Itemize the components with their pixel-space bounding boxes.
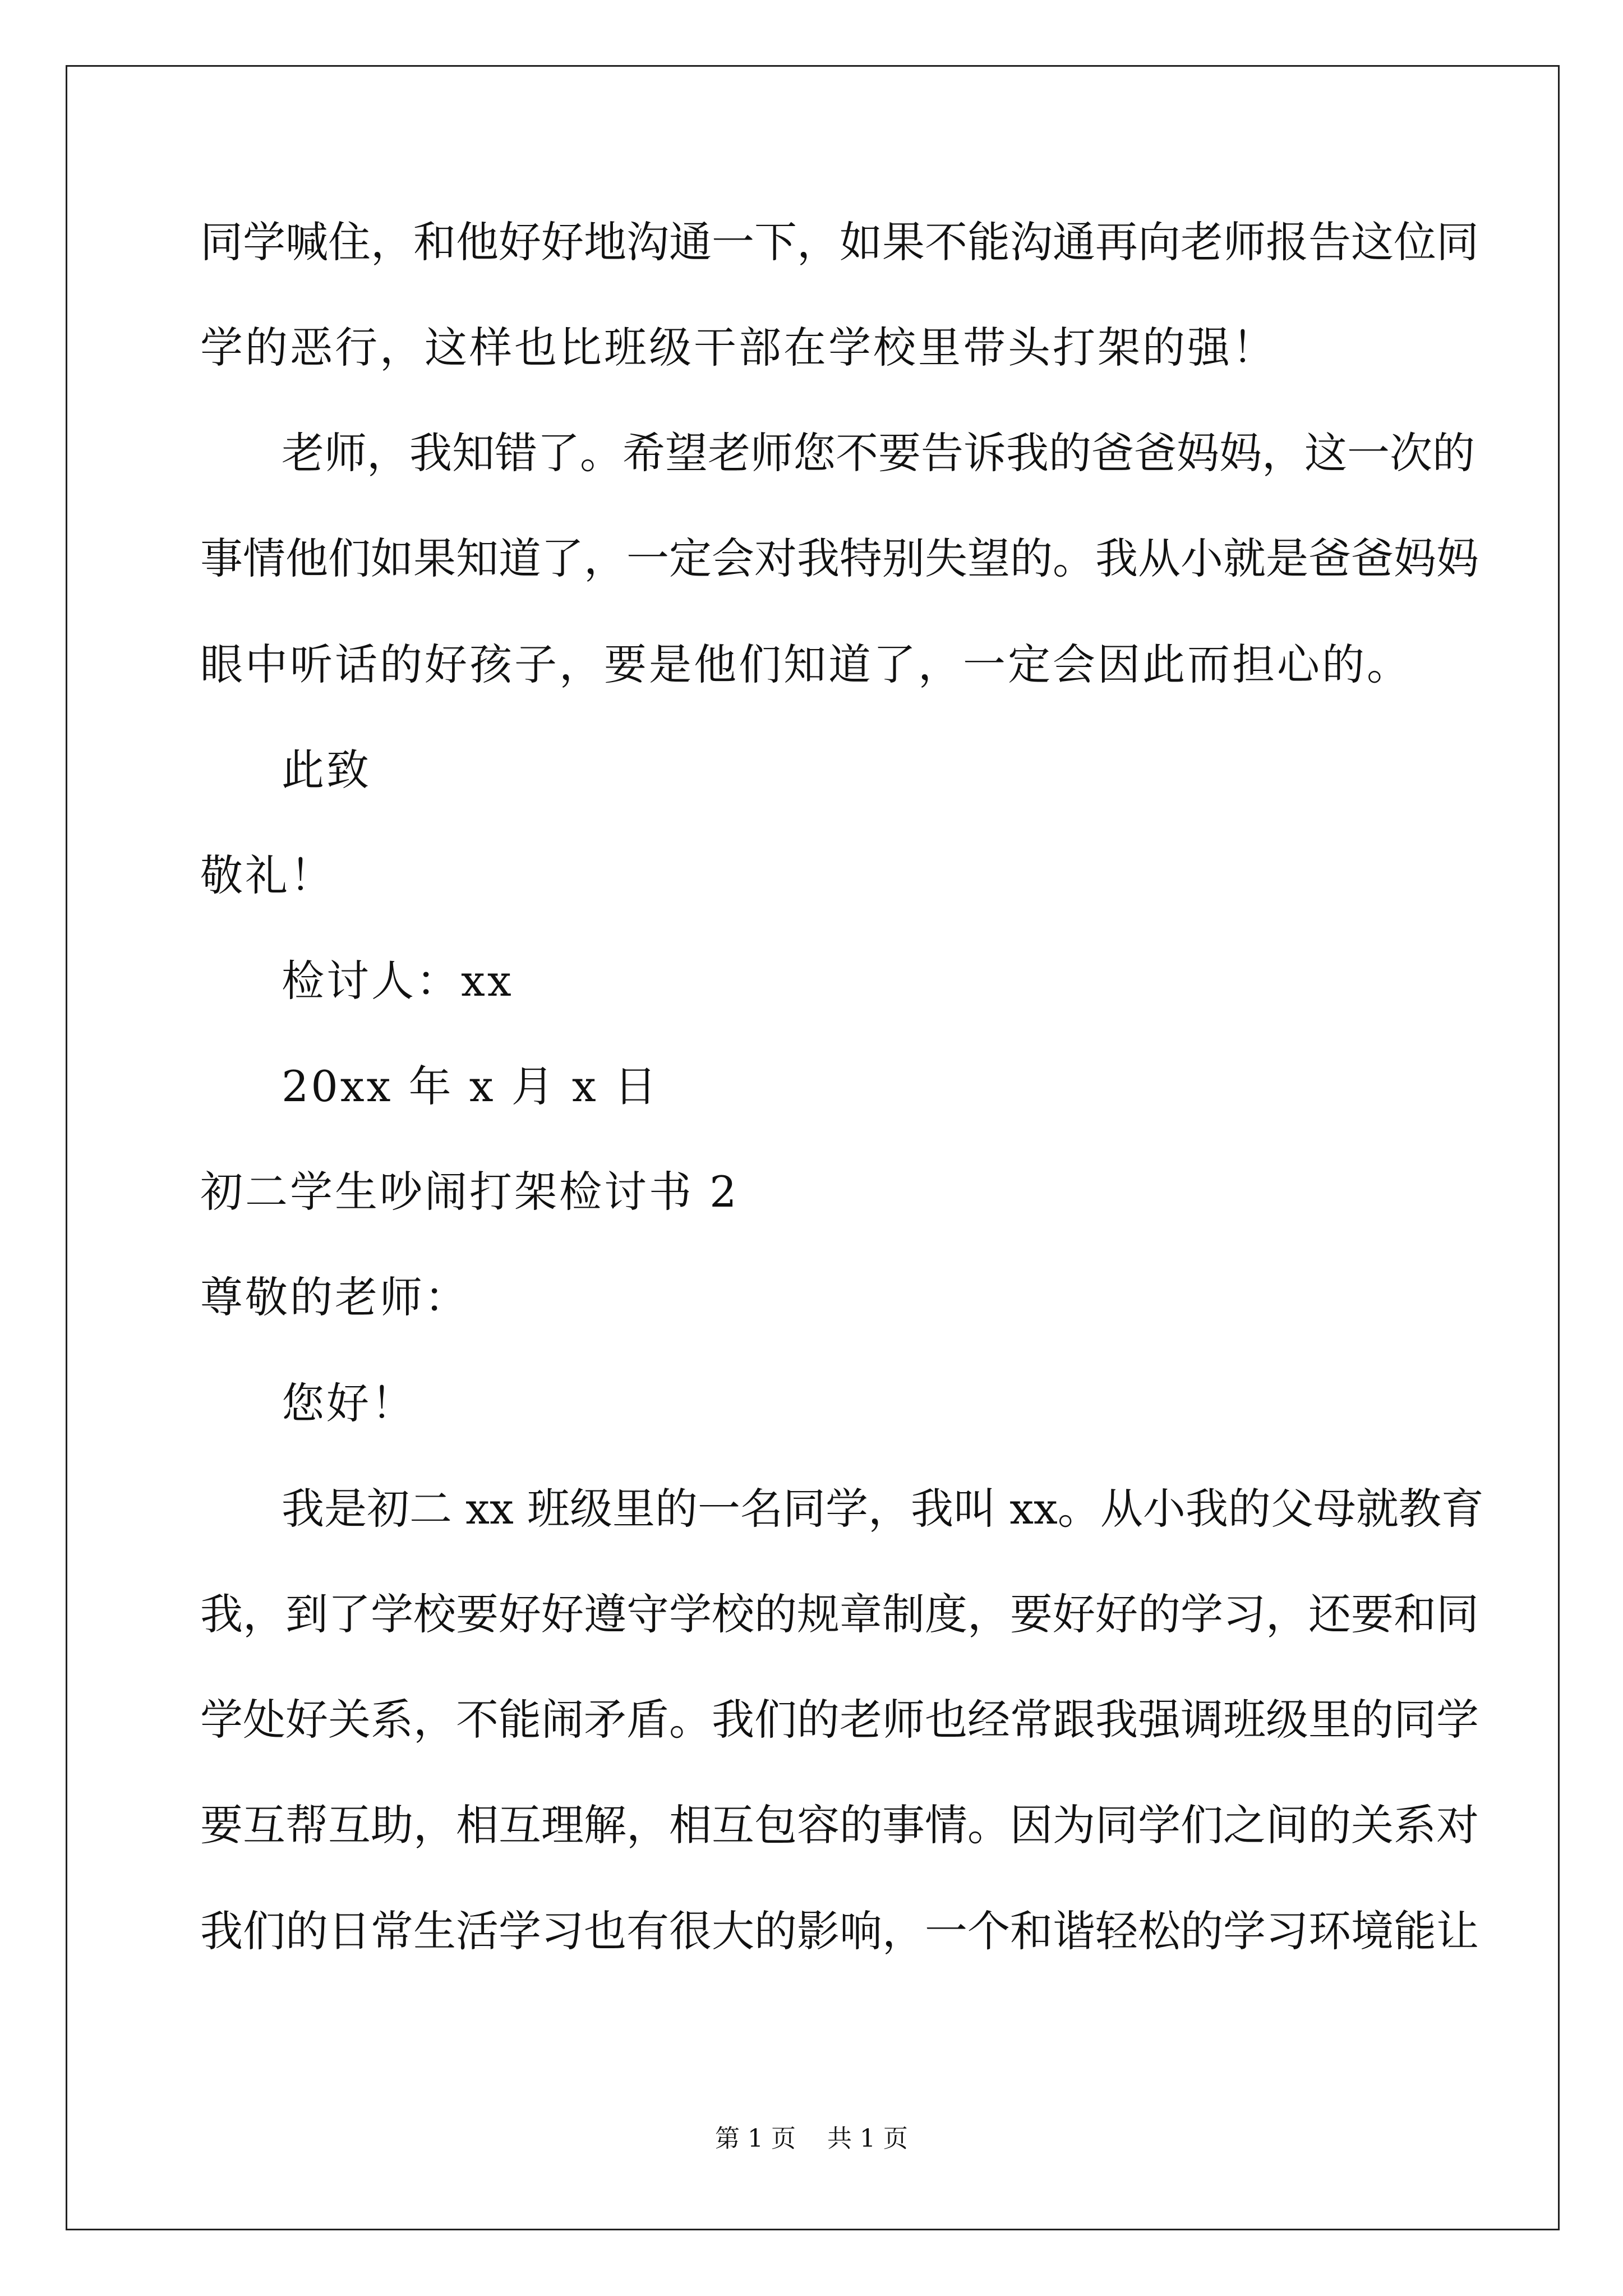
body-text-line: 我是初二 xx 班级里的一名同学，我叫 xx。从小我的父母就教育 <box>282 1484 1484 1534</box>
body-text-line: 学的恶行，这样也比班级干部在学校里带头打架的强！ <box>200 323 1277 372</box>
body-text-line: 要互帮互助，相互理解，相互包容的事情。因为同学们之间的关系对 <box>200 1800 1479 1850</box>
closing-salutation: 此致 <box>282 745 371 795</box>
body-text-line: 老师，我知错了。希望老师您不要告诉我的爸爸妈妈，这一次的 <box>282 428 1475 478</box>
page-number-footer: 第 1 页 共 1 页 <box>715 2124 908 2153</box>
greeting: 尊敬的老师： <box>200 1272 469 1322</box>
body-text-line: 同学喊住，和他好好地沟通一下，如果不能沟通再向老师报告这位同 <box>200 217 1479 267</box>
signature-line: 检讨人：xx <box>282 956 514 1006</box>
body-text-line: 我们的日常生活学习也有很大的影响，一个和谐轻松的学习环境能让 <box>200 1906 1479 1956</box>
body-text-line: 事情他们如果知道了，一定会对我特别失望的。我从小就是爸爸妈妈 <box>200 533 1479 583</box>
section-title: 初二学生吵闹打架检讨书 2 <box>200 1167 739 1217</box>
closing-regards: 敬礼！ <box>200 850 335 900</box>
body-text-line: 我，到了学校要好好遵守学校的规章制度，要好好的学习，还要和同 <box>200 1589 1479 1639</box>
body-text-line: 学处好关系，不能闹矛盾。我们的老师也经常跟我强调班级里的同学 <box>200 1695 1479 1745</box>
greeting-hello: 您好！ <box>282 1378 416 1428</box>
date-line: 20xx 年 x 月 x 日 <box>282 1061 659 1111</box>
body-text-line: 眼中听话的好孩子，要是他们知道了，一定会因此而担心的。 <box>200 639 1412 689</box>
